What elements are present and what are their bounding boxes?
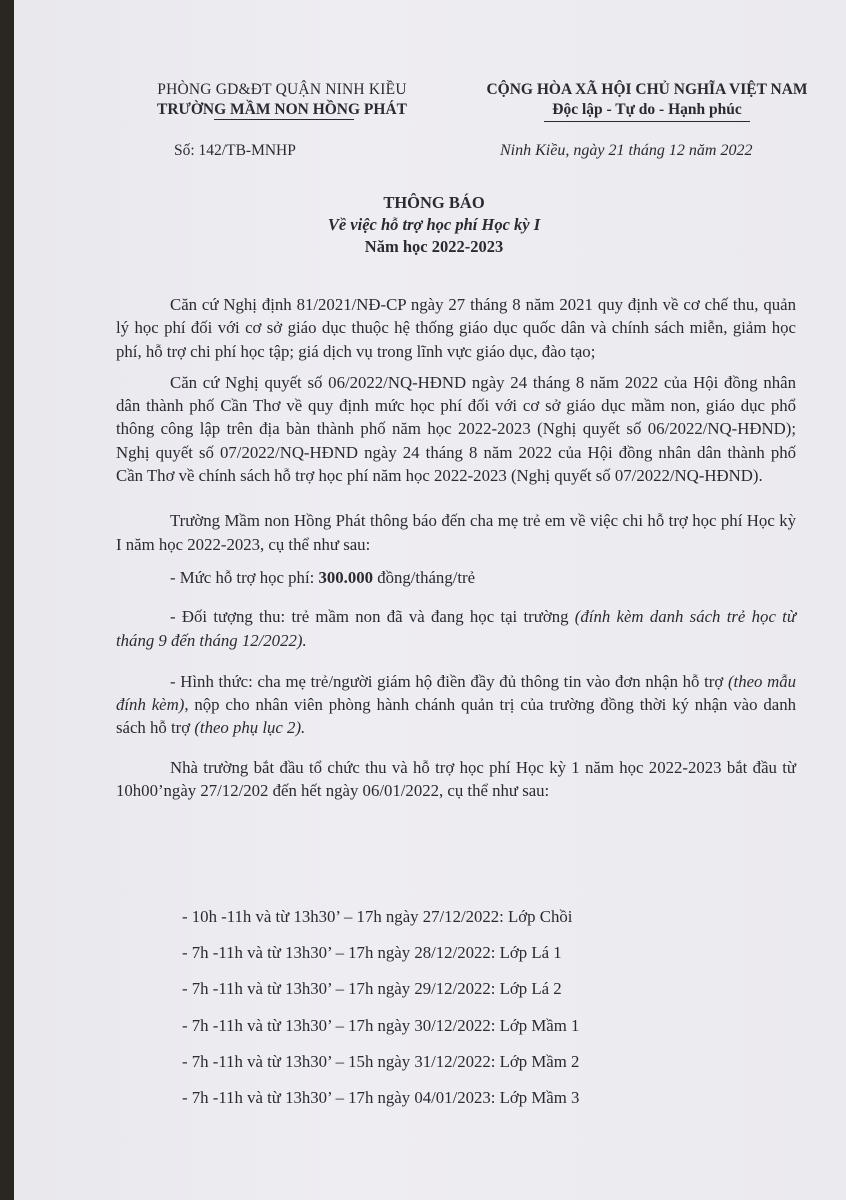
schedule-item: - 7h -11h và từ 13h30’ – 17h ngày 04/01/2023: Lớp Mầm 3 xyxy=(182,1087,580,1107)
schedule-item: - 10h -11h và từ 13h30’ – 17h ngày 27/12/2022: Lớp Chồi xyxy=(182,907,573,926)
item-procedure-note-d: (theo phụ lục 2). xyxy=(194,718,306,738)
issuer-block xyxy=(132,80,432,120)
title-main: THÔNG BÁO xyxy=(383,193,485,212)
item-procedure-note-b: (theo mẫu đính kèm) xyxy=(116,671,797,715)
national-header xyxy=(462,80,832,122)
place-and-date: Ninh Kiều, ngày 21 tháng 12 năm 2022 xyxy=(500,142,753,159)
country-name: CỘNG HÒA XÃ HỘI CHỦ NGHĨA VIỆT NAM xyxy=(486,81,808,98)
support-amount-unit: đồng/tháng/trẻ xyxy=(373,567,476,587)
paragraph-legal-basis-2: Căn cứ Nghị quyết số 06/2022/NQ-HĐND ngày 24 tháng 8 năm 2022 của Hội đồng nhân dân thành phố Cần Thơ về quy định mức học phí đối với cơ sở giáo dục mầm non, giáo dục phổ thông công lập trên địa bàn thành phố năm học 2022-2023 (Nghị quyết số 06/2022/NQ-HĐND); Nghị quyết số 07/2022/NQ-HĐND ngày 24 tháng 8 năm 2022 của Hội đồng nhân dân thành phố Cần Thơ về chính sách hỗ trợ học phí năm học 2022-2023 (Nghị quyết số 07/2022/NQ-HĐND). xyxy=(116,372,796,486)
school-underline xyxy=(214,119,354,120)
item-procedure xyxy=(116,670,796,740)
document-number: Số: 142/TB-MNHP xyxy=(174,142,296,159)
paragraph-announcement: Trường Mầm non Hồng Phát thông báo đến cha mẹ trẻ em về việc chi hỗ trợ học phí Học kỳ I năm học 2022-2023, cụ thể như sau: xyxy=(116,511,796,554)
document-body xyxy=(116,293,796,802)
paragraph-schedule-intro: Nhà trường bắt đầu tổ chức thu và hỗ trợ học phí Học kỳ 1 năm học 2022-2023 bắt đầu từ 10h00’ngày 27/12/202 đến hết ngày 06/01/2022, cụ thể như sau: xyxy=(116,757,796,801)
item-support-amount-label: - Mức hỗ trợ học phí: xyxy=(170,567,319,587)
title-subject: Về việc hỗ trợ học phí Học kỳ I xyxy=(327,215,541,234)
title-year: Năm học 2022-2023 xyxy=(364,237,504,256)
item-support-amount xyxy=(116,566,796,589)
schedule-item: - 7h -11h và từ 13h30’ – 17h ngày 29/12/2022: Lớp Lá 2 xyxy=(182,979,562,999)
item-procedure-text-c: , nộp cho nhân viên phòng hành chánh quản trị của trường đồng thời ký nhận vào danh sách hỗ trợ xyxy=(116,695,797,738)
schedule-item: - 7h -11h và từ 13h30’ – 17h ngày 30/12/2022: Lớp Mầm 1 xyxy=(182,1015,580,1035)
item-eligible-note: (đính kèm danh sách trẻ học từ tháng 9 đến tháng 12/2022). xyxy=(116,607,796,650)
school-name: TRƯỜNG MẦM NON HỒNG PHÁT xyxy=(157,101,407,118)
national-motto: Độc lập - Tự do - Hạnh phúc xyxy=(544,100,749,122)
support-amount-value: 300.000 xyxy=(318,567,374,587)
schedule-item: - 7h -11h và từ 13h30’ – 17h ngày 28/12/2022: Lớp Lá 1 xyxy=(182,943,562,963)
item-procedure-text-a: - Hình thức: cha mẹ trẻ/người giám hộ điền đầy đủ thông tin vào đơn nhận hỗ trợ xyxy=(170,671,728,691)
schedule-list xyxy=(182,905,579,1122)
document-title xyxy=(134,192,734,258)
agency-name: PHÒNG GD&ĐT QUẬN NINH KIỀU xyxy=(157,81,407,98)
item-eligible-text: - Đối tượng thu: trẻ mầm non đã và đang học tại trường xyxy=(170,607,575,627)
paragraph-legal-basis-1: Căn cứ Nghị định 81/2021/NĐ-CP ngày 27 tháng 8 năm 2021 quy định về cơ chế thu, quản lý học phí đối với cơ sở giáo dục thuộc hệ thống giáo dục quốc dân và chính sách miễn, giảm học phí, hỗ trợ chi phí học tập; giá dịch vụ trong lĩnh vực giáo dục, đào tạo; xyxy=(116,295,796,361)
item-eligible-children xyxy=(116,605,796,652)
schedule-item: - 7h -11h và từ 13h30’ – 15h ngày 31/12/2022: Lớp Mầm 2 xyxy=(182,1051,580,1071)
document-page xyxy=(14,0,846,1200)
